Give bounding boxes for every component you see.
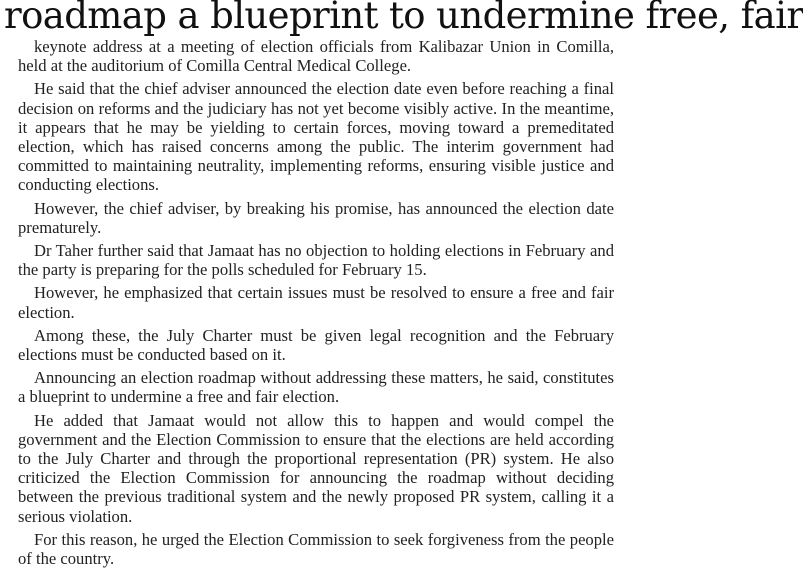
- paragraph-2: He said that the chief adviser announced the election date even before reaching a final decision on reforms and the judiciary has not yet become visibly active. In the meantime, it appears that he may be yielding to certain forces, moving toward a premeditated election, which has raised concerns among the public. The interim government had committed to maintaining neutrality, implementing reforms, ensuring visible justice and conducting elections.: [18, 79, 614, 195]
- paragraph-5: However, he emphasized that certain issues must be resolved to ensure a free and fair election.: [18, 283, 614, 322]
- headline: roadmap a blueprint to undermine free, fair: [4, 0, 803, 37]
- paragraph-7: Announcing an election roadmap without addressing these matters, he said, constitutes a blueprint to undermine a free and fair election.: [18, 368, 614, 407]
- article-body: [18, 37, 614, 572]
- paragraph-1: keynote address at a meeting of election officials from Kalibazar Union in Comilla, held at the auditorium of Comilla Central Medical College.: [18, 37, 614, 76]
- paragraph-9: For this reason, he urged the Election Commission to seek forgiveness from the people of the country.: [18, 529, 614, 569]
- paragraph-3: However, the chief adviser, by breaking his promise, has announced the election date prematurely.: [18, 198, 614, 237]
- paragraph-8: He added that Jamaat would not allow this to happen and would compel the government and the Election Commission to ensure that the elections are held according to the July Charter and through the proportional representation (PR) system. He also criticized the Election Commission for announcing the roadmap without deciding between the previous traditional system and the newly proposed PR system, calling it a serious violation.: [18, 410, 614, 526]
- paragraph-6: Among these, the July Charter must be given legal recognition and the February elections must be conducted based on it.: [18, 325, 614, 365]
- paragraph-4: Dr Taher further said that Jamaat has no objection to holding elections in February and the party is preparing for the polls scheduled for February 15.: [18, 241, 614, 280]
